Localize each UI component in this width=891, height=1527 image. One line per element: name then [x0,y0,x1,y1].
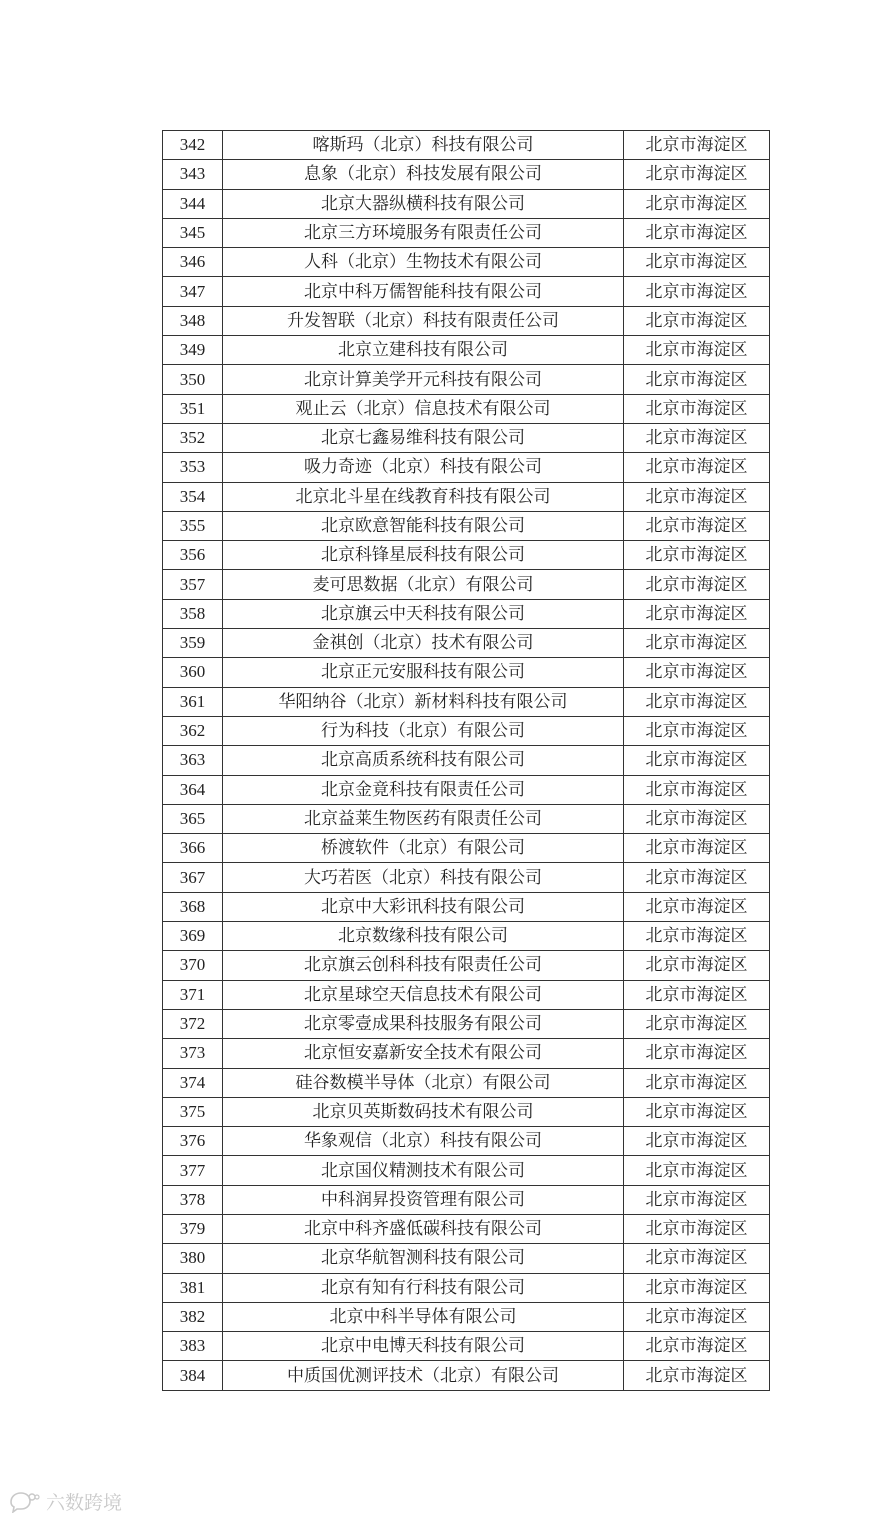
district-cell: 北京市海淀区 [624,1097,770,1126]
company-name-cell: 北京益莱生物医药有限责任公司 [223,804,624,833]
district-cell: 北京市海淀区 [624,716,770,745]
table-row [163,423,770,452]
row-number-cell: 352 [163,423,223,452]
district-cell: 北京市海淀区 [624,980,770,1009]
district-cell: 北京市海淀区 [624,453,770,482]
row-number-cell: 351 [163,394,223,423]
table-row [163,1185,770,1214]
table-row [163,1361,770,1390]
district-cell: 北京市海淀区 [624,511,770,540]
district-cell: 北京市海淀区 [624,1185,770,1214]
district-cell: 北京市海淀区 [624,863,770,892]
company-name-cell: 喀斯玛（北京）科技有限公司 [223,131,624,160]
district-cell: 北京市海淀区 [624,599,770,628]
district-cell: 北京市海淀区 [624,1039,770,1068]
row-number-cell: 346 [163,248,223,277]
district-cell: 北京市海淀区 [624,687,770,716]
table-row [163,629,770,658]
district-cell: 北京市海淀区 [624,1156,770,1185]
company-name-cell: 北京华航智测科技有限公司 [223,1244,624,1273]
district-cell: 北京市海淀区 [624,218,770,247]
company-name-cell: 北京正元安服科技有限公司 [223,658,624,687]
table-row [163,511,770,540]
company-name-cell: 观止云（北京）信息技术有限公司 [223,394,624,423]
row-number-cell: 384 [163,1361,223,1390]
row-number-cell: 381 [163,1273,223,1302]
row-number-cell: 347 [163,277,223,306]
table-row [163,1068,770,1097]
table-row [163,248,770,277]
company-name-cell: 北京星球空天信息技术有限公司 [223,980,624,1009]
table-row [163,453,770,482]
row-number-cell: 369 [163,922,223,951]
district-cell: 北京市海淀区 [624,570,770,599]
district-cell: 北京市海淀区 [624,804,770,833]
row-number-cell: 362 [163,716,223,745]
row-number-cell: 359 [163,629,223,658]
row-number-cell: 342 [163,131,223,160]
district-cell: 北京市海淀区 [624,629,770,658]
table-row [163,1156,770,1185]
table-row [163,306,770,335]
district-cell: 北京市海淀区 [624,306,770,335]
district-cell: 北京市海淀区 [624,541,770,570]
table-row [163,336,770,365]
table-row [163,746,770,775]
row-number-cell: 353 [163,453,223,482]
table-row [163,570,770,599]
company-name-cell: 北京有知有行科技有限公司 [223,1273,624,1302]
table-row [163,277,770,306]
table-row [163,658,770,687]
table-row [163,804,770,833]
company-table [162,130,770,1391]
table-row [163,599,770,628]
row-number-cell: 343 [163,160,223,189]
company-name-cell: 北京旗云创科科技有限责任公司 [223,951,624,980]
watermark [8,1488,122,1515]
company-name-cell: 北京贝英斯数码技术有限公司 [223,1097,624,1126]
district-cell: 北京市海淀区 [624,1214,770,1243]
table-row [163,131,770,160]
district-cell: 北京市海淀区 [624,189,770,218]
district-cell: 北京市海淀区 [624,834,770,863]
table-row [163,1214,770,1243]
company-name-cell: 北京国仪精测技术有限公司 [223,1156,624,1185]
district-cell: 北京市海淀区 [624,248,770,277]
company-name-cell: 北京中大彩讯科技有限公司 [223,892,624,921]
table-row [163,218,770,247]
table-row [163,716,770,745]
row-number-cell: 358 [163,599,223,628]
company-name-cell: 华象观信（北京）科技有限公司 [223,1127,624,1156]
table-row [163,1302,770,1331]
company-name-cell: 北京金竟科技有限责任公司 [223,775,624,804]
company-name-cell: 北京零壹成果科技服务有限公司 [223,1009,624,1038]
row-number-cell: 350 [163,365,223,394]
district-cell: 北京市海淀区 [624,892,770,921]
table-row [163,892,770,921]
table-row [163,1273,770,1302]
district-cell: 北京市海淀区 [624,131,770,160]
table-row [163,1097,770,1126]
row-number-cell: 356 [163,541,223,570]
row-number-cell: 357 [163,570,223,599]
row-number-cell: 361 [163,687,223,716]
company-name-cell: 北京科锋星辰科技有限公司 [223,541,624,570]
district-cell: 北京市海淀区 [624,951,770,980]
company-name-cell: 北京立建科技有限公司 [223,336,624,365]
company-name-cell: 北京高质系统科技有限公司 [223,746,624,775]
company-name-cell: 中科润昇投资管理有限公司 [223,1185,624,1214]
table-row [163,365,770,394]
row-number-cell: 375 [163,1097,223,1126]
district-cell: 北京市海淀区 [624,423,770,452]
company-name-cell: 北京中科半导体有限公司 [223,1302,624,1331]
row-number-cell: 366 [163,834,223,863]
company-name-cell: 麦可思数据（北京）有限公司 [223,570,624,599]
table-row [163,1009,770,1038]
company-name-cell: 硅谷数模半导体（北京）有限公司 [223,1068,624,1097]
company-name-cell: 华阳纳谷（北京）新材料科技有限公司 [223,687,624,716]
company-name-cell: 人科（北京）生物技术有限公司 [223,248,624,277]
company-name-cell: 北京七鑫易维科技有限公司 [223,423,624,452]
table-row [163,1332,770,1361]
row-number-cell: 371 [163,980,223,1009]
district-cell: 北京市海淀区 [624,1009,770,1038]
company-name-cell: 北京数缘科技有限公司 [223,922,624,951]
row-number-cell: 368 [163,892,223,921]
company-name-cell: 桥渡软件（北京）有限公司 [223,834,624,863]
table-row [163,541,770,570]
row-number-cell: 344 [163,189,223,218]
company-name-cell: 息象（北京）科技发展有限公司 [223,160,624,189]
company-name-cell: 北京计算美学开元科技有限公司 [223,365,624,394]
table-row [163,863,770,892]
row-number-cell: 380 [163,1244,223,1273]
district-cell: 北京市海淀区 [624,1068,770,1097]
district-cell: 北京市海淀区 [624,746,770,775]
table-row [163,980,770,1009]
row-number-cell: 363 [163,746,223,775]
company-name-cell: 升发智联（北京）科技有限责任公司 [223,306,624,335]
district-cell: 北京市海淀区 [624,394,770,423]
row-number-cell: 345 [163,218,223,247]
company-name-cell: 吸力奇迹（北京）科技有限公司 [223,453,624,482]
row-number-cell: 378 [163,1185,223,1214]
company-name-cell: 中质国优测评技术（北京）有限公司 [223,1361,624,1390]
district-cell: 北京市海淀区 [624,1361,770,1390]
table-row [163,394,770,423]
table-row [163,189,770,218]
row-number-cell: 372 [163,1009,223,1038]
table-row [163,1039,770,1068]
district-cell: 北京市海淀区 [624,1302,770,1331]
company-name-cell: 北京旗云中天科技有限公司 [223,599,624,628]
district-cell: 北京市海淀区 [624,365,770,394]
district-cell: 北京市海淀区 [624,1273,770,1302]
row-number-cell: 370 [163,951,223,980]
company-name-cell: 金祺创（北京）技术有限公司 [223,629,624,658]
row-number-cell: 349 [163,336,223,365]
company-name-cell: 大巧若医（北京）科技有限公司 [223,863,624,892]
row-number-cell: 367 [163,863,223,892]
row-number-cell: 354 [163,482,223,511]
row-number-cell: 376 [163,1127,223,1156]
table-row [163,1127,770,1156]
table-row [163,160,770,189]
chat-bubble-logo-icon [8,1491,40,1513]
row-number-cell: 348 [163,306,223,335]
table-row [163,951,770,980]
company-name-cell: 行为科技（北京）有限公司 [223,716,624,745]
table-row [163,834,770,863]
district-cell: 北京市海淀区 [624,1332,770,1361]
district-cell: 北京市海淀区 [624,160,770,189]
district-cell: 北京市海淀区 [624,1127,770,1156]
company-name-cell: 北京恒安嘉新安全技术有限公司 [223,1039,624,1068]
company-name-cell: 北京三方环境服务有限责任公司 [223,218,624,247]
company-name-cell: 北京大器纵横科技有限公司 [223,189,624,218]
company-name-cell: 北京中电博天科技有限公司 [223,1332,624,1361]
district-cell: 北京市海淀区 [624,336,770,365]
row-number-cell: 373 [163,1039,223,1068]
row-number-cell: 355 [163,511,223,540]
company-name-cell: 北京中科万儒智能科技有限公司 [223,277,624,306]
company-name-cell: 北京北斗星在线教育科技有限公司 [223,482,624,511]
table-row [163,482,770,511]
table-row [163,687,770,716]
row-number-cell: 360 [163,658,223,687]
company-name-cell: 北京欧意智能科技有限公司 [223,511,624,540]
company-name-cell: 北京中科齐盛低碳科技有限公司 [223,1214,624,1243]
row-number-cell: 365 [163,804,223,833]
watermark-text: 六数跨境 [46,1492,123,1514]
district-cell: 北京市海淀区 [624,277,770,306]
table-row [163,1244,770,1273]
row-number-cell: 377 [163,1156,223,1185]
district-cell: 北京市海淀区 [624,658,770,687]
district-cell: 北京市海淀区 [624,1244,770,1273]
row-number-cell: 374 [163,1068,223,1097]
row-number-cell: 379 [163,1214,223,1243]
row-number-cell: 364 [163,775,223,804]
district-cell: 北京市海淀区 [624,482,770,511]
row-number-cell: 382 [163,1302,223,1331]
table-row [163,775,770,804]
table-row [163,922,770,951]
row-number-cell: 383 [163,1332,223,1361]
company-table-body [163,131,770,1391]
district-cell: 北京市海淀区 [624,775,770,804]
district-cell: 北京市海淀区 [624,922,770,951]
